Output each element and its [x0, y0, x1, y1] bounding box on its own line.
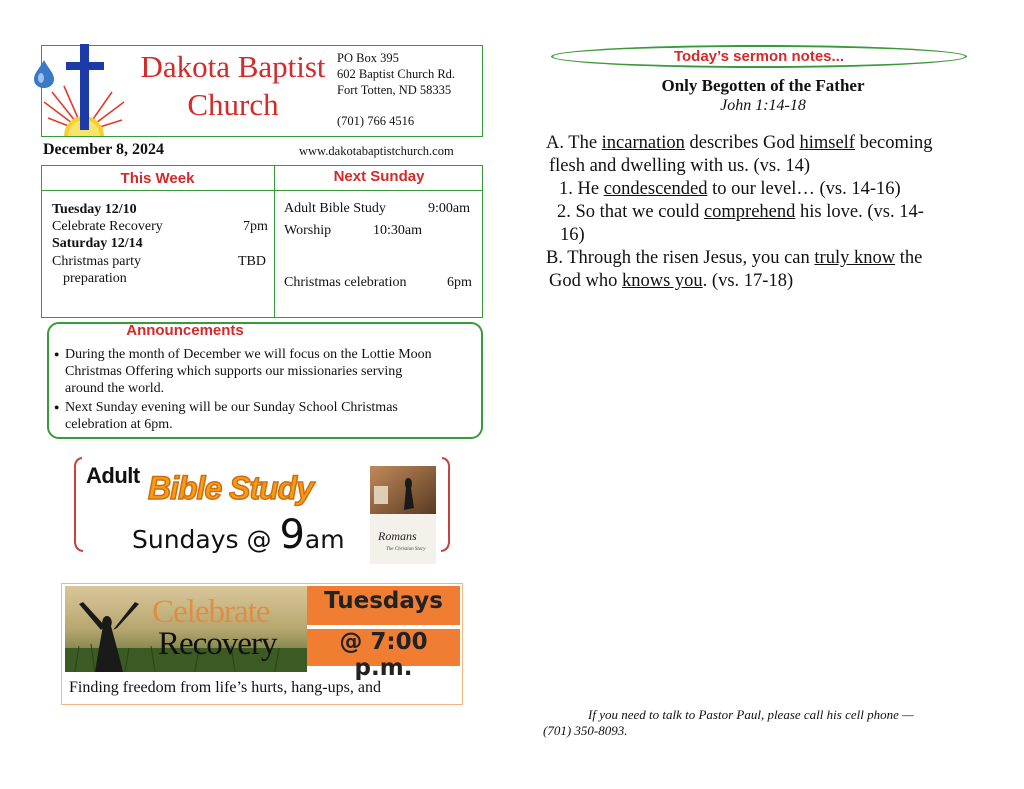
schedule-divider [274, 165, 275, 318]
church-address: PO Box 395 602 Baptist Church Rd. Fort Totten, ND 58335 [337, 51, 456, 97]
this-week-day2: Saturday 12/14 [52, 236, 143, 251]
bulletin-date: December 8, 2024 [43, 141, 164, 158]
outline-sub-point-2-cont: 16) [560, 225, 585, 245]
celebrate-recovery-tagline: Finding freedom from life’s hurts, hang-ups, and [69, 679, 381, 696]
svg-text:The Christian Story: The Christian Story [386, 547, 426, 552]
next-sunday-item3: Christmas celebration [284, 275, 407, 290]
church-name: Dakota Baptist Church [140, 49, 326, 122]
outline-point-a-cont: flesh and dwelling with us. (vs. 14) [549, 156, 811, 176]
this-week-day1-event: Celebrate Recovery [52, 219, 163, 234]
celebrate-word: Celebrate [152, 594, 270, 630]
sermon-notes-heading: Today’s sermon notes... [673, 48, 845, 65]
bible-study-adult: Adult [86, 463, 140, 488]
pastor-contact-note: If you need to talk to Pastor Paul, please call his cell phone — (701) 350-8093. [543, 707, 914, 738]
announcement-item: ● Next Sunday evening will be our Sunday School Christmas celebration at 6pm. [54, 400, 398, 432]
svg-text:Romans: Romans [378, 529, 417, 543]
sermon-outline [546, 132, 996, 293]
sermon-title: Only Begotten of the Father [661, 76, 865, 95]
this-week-day2-event: Christmas party [52, 254, 142, 269]
announcement-item: ● During the month of December we will focus on the Lottie Moon Christmas Offering which supports our missionaries serving around the world. [54, 347, 432, 396]
celebrate-recovery-time: @ 7:00 p.m. [339, 629, 428, 681]
bullet-icon: ● [54, 402, 60, 412]
outline-sub-point-2: 2. So that we could comprehend his love. (vs. 14- [557, 202, 924, 222]
bible-study-time: Sundays @ 9am [132, 512, 345, 558]
website-link[interactable]: www.dakotabaptistchurch.com [299, 144, 454, 158]
this-week-heading: This Week [120, 170, 195, 187]
recovery-word: Recovery [158, 626, 277, 662]
this-week-day1-time: 7pm [243, 219, 268, 234]
next-sunday-item2-time: 10:30am [373, 223, 422, 238]
sermon-reference: John 1:14-18 [720, 97, 806, 114]
outline-point-b-cont: God who knows you. (vs. 17-18) [549, 271, 794, 291]
announcements-heading: Announcements [126, 322, 244, 339]
this-week-day2-event-cont: preparation [63, 271, 127, 286]
this-week-day1: Tuesday 12/10 [52, 202, 137, 217]
outline-point-b: B. Through the risen Jesus, you can truly know the [546, 248, 923, 268]
next-sunday-item1-time: 9:00am [428, 201, 470, 216]
romans-book-image [370, 466, 436, 564]
outline-point-a: A. The incarnation describes God himself becoming [546, 133, 933, 153]
church-logo [30, 40, 130, 140]
bullet-icon: ● [54, 349, 60, 359]
bible-study-title: Bible Study [148, 470, 314, 506]
next-sunday-heading: Next Sunday [333, 168, 425, 185]
this-week-day2-time: TBD [238, 254, 266, 269]
next-sunday-item1: Adult Bible Study [284, 201, 386, 216]
celebrate-recovery-day: Tuesdays [324, 588, 443, 614]
next-sunday-item3-time: 6pm [447, 275, 472, 290]
schedule-header-divider [41, 190, 483, 191]
church-phone: (701) 766 4516 [337, 114, 415, 128]
outline-sub-point-1: 1. He condescended to our level… (vs. 14-16) [559, 179, 901, 199]
next-sunday-item2: Worship [284, 223, 332, 238]
